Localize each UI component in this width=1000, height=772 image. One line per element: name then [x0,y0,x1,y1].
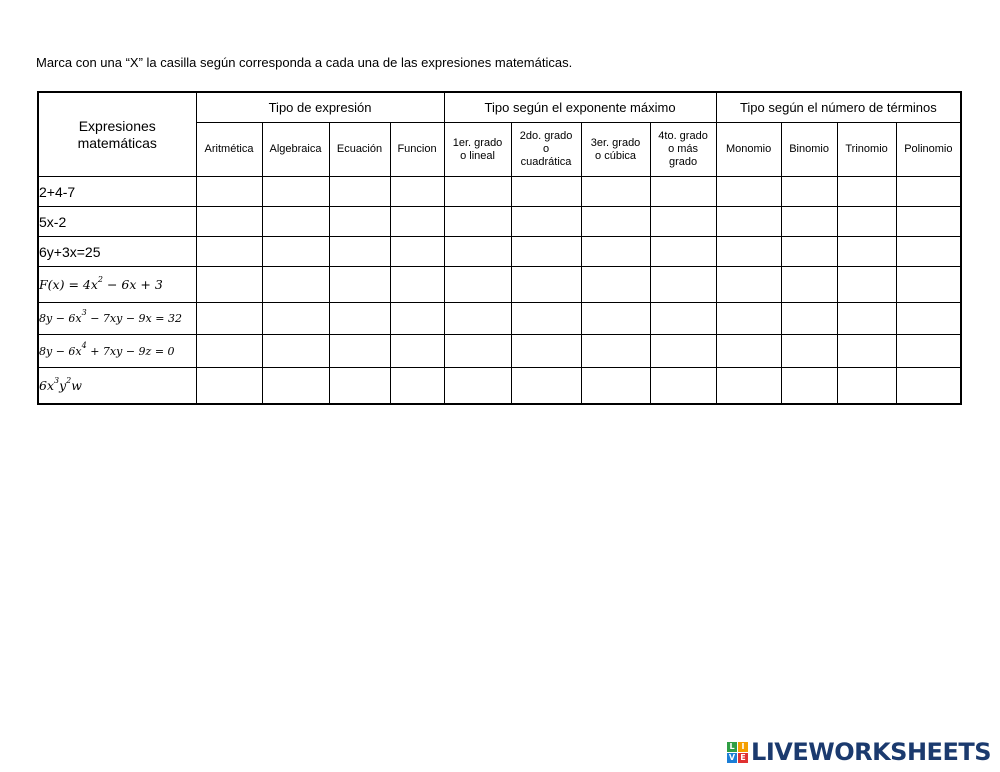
answer-cell[interactable] [390,177,444,207]
answer-cell[interactable] [329,303,390,335]
answer-cell[interactable] [329,207,390,237]
answer-cell[interactable] [837,267,896,303]
col-second-degree: 2do. grado o cuadrática [511,123,581,177]
answer-cell[interactable] [329,237,390,267]
answer-cell[interactable] [262,335,329,368]
answer-cell[interactable] [196,207,262,237]
answer-cell[interactable] [511,237,581,267]
answer-cell[interactable] [262,237,329,267]
answer-cell[interactable] [896,335,961,368]
answer-cell[interactable] [581,207,650,237]
answer-cell[interactable] [716,177,781,207]
worksheet-table [37,91,962,405]
answer-cell[interactable] [716,368,781,404]
answer-cell[interactable] [262,368,329,404]
answer-cell[interactable] [581,267,650,303]
answer-cell[interactable] [896,207,961,237]
answer-cell[interactable] [896,237,961,267]
answer-cell[interactable] [650,267,716,303]
answer-cell[interactable] [262,303,329,335]
answer-cell[interactable] [329,368,390,404]
answer-cell[interactable] [896,303,961,335]
expressions-header: Expresiones matemáticas [38,92,196,177]
answer-cell[interactable] [650,335,716,368]
expression-cell: $F(x) = 4x^2 - 6x + 3$ [38,267,196,303]
col-algebraica: Algebraica [262,123,329,177]
answer-cell[interactable] [896,267,961,303]
group-max-exponent: Tipo según el exponente máximo [444,92,716,123]
answer-cell[interactable] [390,303,444,335]
answer-cell[interactable] [511,335,581,368]
answer-cell[interactable] [196,237,262,267]
answer-cell[interactable] [781,237,837,267]
answer-cell[interactable] [837,207,896,237]
answer-cell[interactable] [262,267,329,303]
answer-cell[interactable] [329,267,390,303]
answer-cell[interactable] [262,177,329,207]
col-third-degree: 3er. grado o cúbica [581,123,650,177]
answer-cell[interactable] [837,237,896,267]
group-expression-type: Tipo de expresión [196,92,444,123]
answer-cell[interactable] [511,368,581,404]
instruction-text: Marca con una “X” la casilla según corresponda a cada una de las expresiones matemáticas. [36,55,573,70]
answer-cell[interactable] [716,303,781,335]
answer-cell[interactable] [716,335,781,368]
answer-cell[interactable] [390,267,444,303]
answer-cell[interactable] [196,177,262,207]
answer-cell[interactable] [781,335,837,368]
col-first-degree: 1er. grado o lineal [444,123,511,177]
logo-text: LIVEWORKSHEETS [751,738,991,766]
answer-cell[interactable] [650,303,716,335]
answer-cell[interactable] [196,267,262,303]
col-trinomio: Trinomio [837,123,896,177]
answer-cell[interactable] [444,237,511,267]
table-row [38,335,961,368]
col-polinomio: Polinomio [896,123,961,177]
answer-cell[interactable] [581,335,650,368]
table-row [38,237,961,267]
expression-cell: 6y+3x=25 [38,237,196,267]
answer-cell[interactable] [837,335,896,368]
answer-cell[interactable] [650,207,716,237]
expression-cell: $8y - 6x^3 - 7xy - 9x = 32$ [38,303,196,335]
col-funcion: Funcion [390,123,444,177]
answer-cell[interactable] [581,368,650,404]
col-binomio: Binomio [781,123,837,177]
table-row [38,267,961,303]
answer-cell[interactable] [581,237,650,267]
answer-cell[interactable] [196,303,262,335]
answer-cell[interactable] [511,267,581,303]
answer-cell[interactable] [444,368,511,404]
expression-cell: 2+4-7 [38,177,196,207]
expression-cell: $6x^3y^2w$ [38,368,196,404]
answer-cell[interactable] [650,368,716,404]
answer-cell[interactable] [896,177,961,207]
table-row [38,177,961,207]
answer-cell[interactable] [329,177,390,207]
answer-cell[interactable] [837,368,896,404]
col-aritmetica: Aritmética [196,123,262,177]
answer-cell[interactable] [511,303,581,335]
answer-cell[interactable] [444,303,511,335]
answer-cell[interactable] [262,207,329,237]
answer-cell[interactable] [837,303,896,335]
answer-cell[interactable] [837,177,896,207]
answer-cell[interactable] [716,207,781,237]
answer-cell[interactable] [511,177,581,207]
logo-badge-icon: L I V E [727,742,748,763]
table-row [38,207,961,237]
col-monomio: Monomio [716,123,781,177]
table-row [38,303,961,335]
answer-cell[interactable] [781,267,837,303]
answer-cell[interactable] [390,207,444,237]
answer-cell[interactable] [390,237,444,267]
answer-cell[interactable] [390,335,444,368]
answer-cell[interactable] [716,267,781,303]
answer-cell[interactable] [581,303,650,335]
answer-cell[interactable] [511,207,581,237]
liveworksheets-logo [727,738,991,766]
answer-cell[interactable] [444,267,511,303]
col-ecuacion: Ecuación [329,123,390,177]
expression-cell: $8y - 6x^4 + 7xy - 9z = 0$ [38,335,196,368]
answer-cell[interactable] [581,177,650,207]
answer-cell[interactable] [196,368,262,404]
answer-cell[interactable] [444,335,511,368]
answer-cell[interactable] [716,237,781,267]
table-row [38,368,961,404]
answer-cell[interactable] [781,303,837,335]
answer-cell[interactable] [650,237,716,267]
answer-cell[interactable] [196,335,262,368]
group-number-of-terms: Tipo según el número de términos [716,92,961,123]
answer-cell[interactable] [896,368,961,404]
col-fourth-degree: 4to. grado o más grado [650,123,716,177]
answer-cell[interactable] [329,335,390,368]
answer-cell[interactable] [781,207,837,237]
answer-cell[interactable] [781,177,837,207]
answer-cell[interactable] [444,207,511,237]
answer-cell[interactable] [781,368,837,404]
expression-cell: 5x-2 [38,207,196,237]
answer-cell[interactable] [444,177,511,207]
answer-cell[interactable] [650,177,716,207]
answer-cell[interactable] [390,368,444,404]
